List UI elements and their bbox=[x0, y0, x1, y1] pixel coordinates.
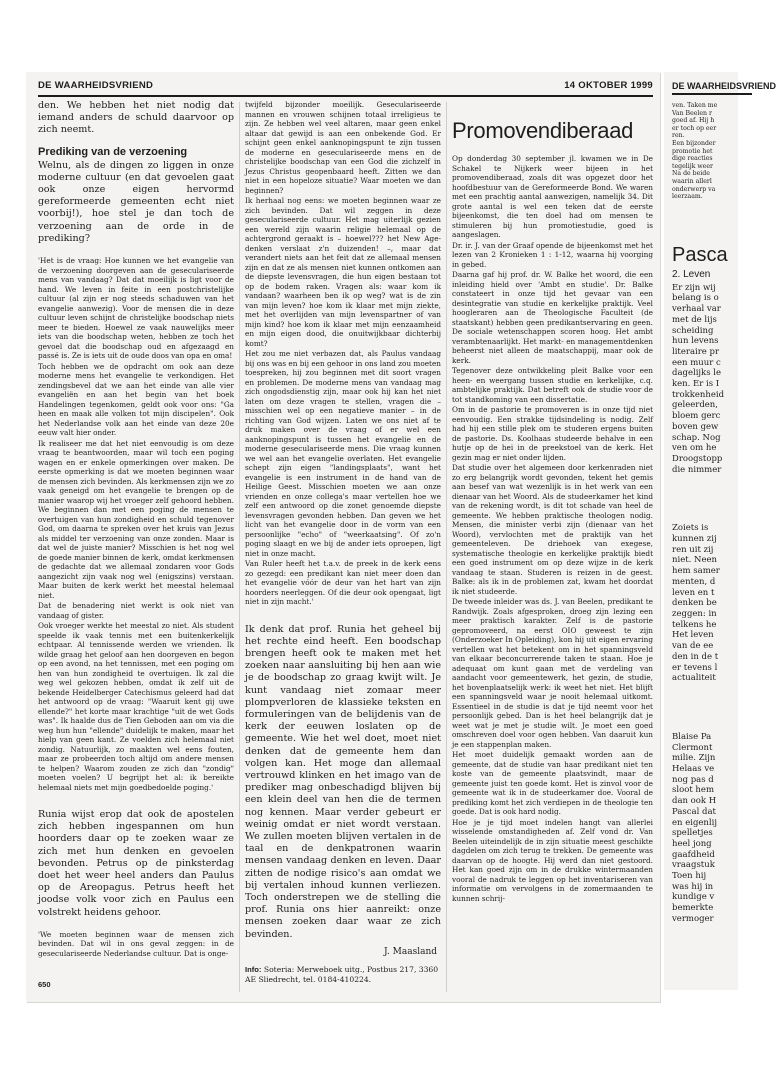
text-line: er tevens l bbox=[672, 662, 718, 673]
text-line: menten, d bbox=[672, 576, 716, 587]
text-line: leven en t bbox=[672, 587, 715, 598]
text-line: verhaal var bbox=[672, 304, 721, 315]
text-line: Droogstopp bbox=[672, 453, 723, 464]
text-line: Er zijn wij bbox=[672, 282, 716, 293]
author-signature: J. Maasland bbox=[384, 946, 437, 957]
text-line: milie. Zijn bbox=[672, 753, 716, 764]
text-line: was hij in bbox=[672, 881, 714, 892]
paragraph: Ik denk dat prof. Runia het geheel bij het rechte eind heeft. Een boodschap brengen heeft ook te maken met het zoeken naar aansluiting bij hen aan wie je de boodschap zo graag kwijt wilt. Je kunt vandaag niet zomaar meer plompverloren de klassieke teksten en formuleringen van de belijdenis van de kerk der eeuwen loslaten op de gemeente. Wie het wel doet, moet niet denken dat de gemeente hem dan volgen kan. Het moge dan allemaal vertrouwd klinken en het imago van de prediker mag onbeschadigd blijven bij een klein deel van hen die de termen nog kennen. Maar verder gebeurt er weinig omdat er niet wordt verstaan. We zullen moeten blijven vertalen in de taal en de denkpatronen waarin mensen vandaag denken en leven. Daar zitten de nodige risico's aan omdat we bij vertalen inhoud kunnen verliezen. Toch onderstrepen we de stelling die prof. Runia ons hier aanreikt: onze mensen zoeken daar waar ze zich bevinden. bbox=[245, 623, 441, 940]
text-line: ren. bbox=[672, 132, 685, 140]
text-line: Pascal dat bbox=[672, 806, 716, 817]
quote-paragraph: Ik herhaal nog eens: we moeten beginnen waar ze zich bevinden. Dat wil zeggen in deze geseculariseerde cultuur. Het mag uiterlijk gezien een wereld zijn waarin religie helemaal op de achtergrond geraakt is – hoewel??? het New Age-denken verslaat z'n duizenden! –, maar dat verandert niets aan het feit dat ze allemaal mensen zijn en dat ze als mensen niet kunnen ontkomen aan de diepste levensvragen, die hun eigen bestaan tot op de bodem raken. Vragen als: waar kom ik vandaan? waarheen ben ik op weg? wat is de zin van mijn leven? hoe kom ik klaar met mijn ziekte, met het overlijden van mijn levenspartner of van mijn kind? hoe kom ik klaar met mijn eenzaamheid en mijn eigen dood, die onuitwijkbaar dichterbij komt? bbox=[245, 196, 441, 348]
quote-paragraph: 'We moeten beginnen waar de mensen zich bevinden. Dat wil in ons geval zeggen: in de geseculariseerde Nederlandse cultuur. Dat is onge- bbox=[38, 929, 234, 958]
text-line: zeggen: in bbox=[672, 609, 717, 619]
text-line: promotie het bbox=[672, 147, 713, 155]
text-line: actualiteit bbox=[672, 673, 716, 684]
text-line: met de lijs bbox=[672, 314, 717, 325]
text-line: hun levens bbox=[672, 336, 719, 347]
text-line: die nimmer bbox=[672, 464, 722, 475]
next-page-column bbox=[672, 102, 742, 925]
text-line: Na de beide bbox=[672, 170, 710, 178]
text-line: dan ook H bbox=[672, 796, 717, 807]
paragraph: Tegenover deze ontwikkeling pleit Balke voor een heen- en weergang tussen studie en kerkelijke, c.q. ambtelijke praktijk. Dat betreft ook de studie voor de tot standkoming van een dissertatie. bbox=[452, 366, 653, 404]
text-line: telkens he bbox=[672, 619, 717, 630]
paragraph: Hoe je je tijd moet indelen hangt van allerlei wisselende omstandigheden af. Zelf vond dr. Van Beelen uiteindelijk de in zijn situatie meest geschikte dagdelen om zich terug te trekken. De gemeente was daarvan op de hoogte. Hij werd dan niet gestoord. Het kan goed zijn om in de drukke wintermaanden vooral de nadruk te leggen op het inventariseren van informatie om vervolgens in de zomermaanden te kunnen schrij- bbox=[452, 817, 653, 903]
text-line: leerzaam. bbox=[672, 193, 703, 201]
quote-paragraph: Ik realiseer me dat het niet eenvoudig is om deze vraag te beantwoorden, maar wil toch een poging wagen en er enkele opmerkingen over maken. De eerste opmerking is dat we moeten beginnen waar de mensen zich bevinden. Als kerkmensen zijn we zo vaak geneigd om het evangelie te brengen op de manier waarop wij het vroeger zelf gehoord hebben. We beginnen dan met een poging de mensen te overtuigen van hun zondigheid en schuld tegenover God, om daarna te spreken over het kruis van Jezus als middel ter verzoening van onze zonden. Maar is dat wel de juiste manier? Misschien is het nog wel de goede manier binnen de kerk, omdat kerkmensen de gedachte dat we allemaal zondaren voor Gods aangezicht zijn vaak nog wel (enigszins) verstaan. Maar buiten de kerk werkt het meestal helemaal niet. bbox=[38, 438, 235, 600]
text-line: onderwerp va bbox=[672, 185, 716, 193]
quote-paragraph: 'Het is de vraag: Hoe kunnen we het evangelie van de verzoening doorgeven aan de geseculariseerde mens van vandaag? Dat dat moeilijk is ligt voor de hand. We leven in feite in een postchristelijke cultuur (al zijn er nog steeds schaduwen van het evangelie aanwezig). Voor de mensen die in deze cultuur leven schijnt de christelijke boodschap niets meer te bieden. Hoewel ze vaak nauwelijks meer iets van die boodschap weten, hebben ze toch het gevoel dat die boodschap oud en afgezaagd en passé is. Ze is iets uit de oude doos van opa en oma! bbox=[38, 256, 234, 361]
column-2 bbox=[245, 100, 441, 995]
paragraph: Om in de pastorie te promoveren is in onze tijd niet eenvoudig. Een strakke tijdsindeling is nodig. Zelf had hij een stille plek om te studeren ergens buiten de pastorie. Ds. Koolhaas studeerde behalve in een hutje op de hei in de preekstoel van de kerk. Het gezin mag er niet onder lijden. bbox=[452, 405, 653, 462]
text-line: heel jong bbox=[672, 838, 712, 849]
text-line: bloem gerc bbox=[672, 411, 721, 422]
next-page-top-text bbox=[672, 102, 742, 201]
text-line: trokkenheid bbox=[672, 389, 725, 400]
text-line: vraagstuk bbox=[672, 860, 715, 871]
next-page-masthead: DE WAARHEIDSVRIEND bbox=[672, 79, 752, 95]
text-line: Zoiets is bbox=[672, 523, 709, 534]
next-page-text-b bbox=[672, 523, 742, 684]
text-line: hem samer bbox=[672, 566, 720, 577]
column-divider bbox=[239, 102, 240, 992]
text-line: scheiding bbox=[672, 325, 714, 336]
quote-paragraph: twijfeld bijzonder moeilijk. Geseculariseerde mannen en vrouwen schijnen totaal irreligieus te zijn. Ze hebben wel veel altaren, maar geen enkel altaar dat gewijd is aan een onbekende God. Er schijnt geen enkel aanknopingspunt te zijn tussen de moderne en geseculariseerde mens en de christelijke boodschap van een God die zichzelf in Jezus Christus geopenbaard heeft. Zitten we dan niet in een hopeloze situatie? Waar moeten we dan beginnen? bbox=[245, 100, 441, 195]
paragraph: Dr. ir. J. van der Graaf opende de bijeenkomst met het lezen van 2 Kronieken 1 : 1-12, waarna hij voorging in gebed. bbox=[452, 240, 653, 269]
paragraph: Dat studie over het algemeen door kerkenraden niet zo erg belangrijk wordt gevonden, tekent het gemis aan besef van wat wezenlijk is in het werk van een dienaar van het Woord. Als de studeerkamer het kind van de rekening wordt, is dit tot schade van heel de gemeente. We hebben praktische theologen nodig. Mensen, die minister verbi zijn (dienaar van het Woord), vervlochten met de praktijk van het gemeenteleven. De driehoek van exegese, systematische theologie en kerkelijke praktijk biedt een goed instrument om op deze wijze in de kerk vandaag te staan. Studeren is reizen in de geest. Balke: als ik in de problemen zat, kwam het doordat ik niet studeerde. bbox=[452, 463, 653, 596]
paragraph: den. We hebben het niet nodig dat iemand anders de schuld daarvoor op zich neemt. bbox=[38, 100, 234, 136]
text-line: Clermont bbox=[672, 742, 713, 753]
column-divider bbox=[446, 102, 447, 992]
paragraph: Het moet duidelijk gemaakt worden aan de gemeente, dat de studie van haar predikant niet ten koste van de gemeente plaatsvindt, maar de gemeente juist ten goede komt. Het is zinvol voor de gemeente wat ik in de studeerkamer doe. Vooral de prediking komt het zich verdiepen in de theologie ten goede. Dat is ook hard nodig. bbox=[452, 750, 653, 816]
text-line: goed af. Hij h bbox=[672, 117, 715, 125]
quote-paragraph: Toch hebben we de opdracht om ook aan deze moderne mens het evangelie te verkondigen. Het zendingsbevel dat we aan het einde van alle vier evangeliën en aan het begin van het boek Handelingen tegenkomen, geldt ook voor ons: "Ga heen en maak alle volken tot mijn discipelen". Ook het Nederlandse volk aan het einde van deze 20e eeuw valt hier onder. bbox=[38, 361, 234, 438]
text-line: niet. Neen bbox=[672, 555, 718, 566]
text-line: van de ee bbox=[672, 641, 714, 652]
text-line: denken be bbox=[672, 598, 717, 609]
text-line: boven gew bbox=[672, 421, 719, 432]
paragraph: Op donderdag 30 september jl. kwamen we in De Schakel te Nijkerk weer bijeen in het promovendiberaad, zoals dit was opgezet door het hoofdbestuur van de Gereformeerde Bond. We waren met een prachtig aantal aanwezigen, namelijk 34. Dit grote aantal is wel een teken dat de eerste bijeenkomst, die ten doel had om mensen te stimuleren bij hun promotiestudie, goed is aangeslagen. bbox=[452, 154, 653, 239]
info-label: Info: bbox=[245, 964, 262, 974]
info-text: Soteria: Merweboek uitg., Postbus 217, 3360 AE Sliedrecht, tel. 0184-410224. bbox=[245, 964, 439, 984]
text-line: Blaise Pa bbox=[672, 731, 712, 742]
text-line: dige reacties bbox=[672, 155, 713, 163]
masthead bbox=[38, 79, 653, 97]
text-line: tegelijk weer bbox=[672, 162, 713, 170]
quote-paragraph: Van Ruler heeft het t.a.v. de preek in de kerk eens zo gezegd: een predikant kan niet meer doen dan het evangelie vóór de deur van het hart van zijn hoorders neerleggen. Of die deur ook opengaat, ligt niet in zijn macht.' bbox=[245, 559, 441, 606]
quote-paragraph: Ook vroeger werkte het meestal zo niet. Als student speelde ik vaak tennis met een buitenkerkelijk echtpaar. Al tennissende werden we vrienden. Ik wilde graag het geloof aan hen doorgeven en begon op een avond, na het tennissen, met een poging om hen van hun zondigheid te overtuigen. Ik zal die weg wel gekozen hebben, omdat ik zelf uit de bekende Heidelberger Catechismus geleerd had dat het antwoord op de vraag: "Waaruit kent gij uwe ellende?" het korte maar krachtige "uit de wet Gods was". Ik haalde dus de Tien Geboden aan om via die weg hun hun "ellende" duidelijk te maken, maar het hielp van geen kant. Ze voelden zich helemaal niet zondig. Natuurlijk, zo maakten wel eens fouten, maar ze probeerden toch altijd om andere mensen te helpen? Waarom zouden ze zich dan "zondig" moeten voelen? U begrijpt het al: ik bereikte helemaal niets met mijn goedbedoelde poging.' bbox=[38, 621, 234, 792]
text-line: den in de t bbox=[672, 651, 719, 662]
text-line: gaafdheid bbox=[672, 849, 715, 860]
text-line: nog pas d bbox=[672, 774, 714, 785]
page-number: 650 bbox=[38, 980, 51, 989]
paragraph: De tweede inleider was ds. J. van Beelen, predikant te Randwijk. Zoals afgesproken, droeg zijn lezing een meer praktisch karakter. Zelf is de pastorie gepromoveerd, na eerst OIO geweest te zijn (Onderzoeker In Opleiding), kon hij uit eigen ervaring vertellen wat het betekent om in het spanningsveld van elkaar beconcurrerende taken te staan. Hoe je adequaat om kunt gaan met de verdeling van aandacht voor gemeentewerk, het gezin, de studie, het bovenplaatselijk werk: ik weet het niet. Het blijft een spanningsveld waar je nooit helemaal uitkomt. Essentieel in de studie is dat je tijd neemt voor het persoonlijk gebed. Dan is het heel belangrijk dat je weet wat je met je studie wilt. Je moet een goed omschreven doel voor ogen hebben. Van daaruit kun je een stappenplan maken. bbox=[452, 597, 653, 749]
quote-paragraph: Dat de benadering niet werkt is ook niet van vandaag of gister. bbox=[38, 601, 234, 620]
text-line: Van Beelen r bbox=[672, 109, 712, 117]
article-headline: Promovendiberaad bbox=[452, 118, 634, 143]
publication-title: DE WAARHEIDSVRIEND bbox=[38, 80, 154, 91]
text-line: literaire pr bbox=[672, 346, 720, 357]
column-3 bbox=[452, 100, 653, 995]
section-heading: Prediking van de verzoening bbox=[38, 145, 188, 158]
text-line: Toen hij bbox=[672, 871, 707, 882]
paragraph: Runia wijst erop dat ook de apostelen zich hebben ingespannen om hun hoorders daar op te zoeken waar ze zich met hun denken en gevoelen bevonden. Petrus op de pinksterdag doet het weer heel anders dan Paulus op de Areopagus. Petrus heeft het joodse volk voor zich en Paulus een volstrekt heidens gehoor. bbox=[38, 809, 234, 918]
issue-date: 14 OKTOBER 1999 bbox=[564, 80, 653, 91]
text-line: kundige v bbox=[672, 892, 715, 903]
quote-paragraph: Het zou me niet verbazen dat, als Paulus vandaag bij ons was en bij een gehoor in ons land zou moeten toespreken, hij zou beginnen met dit soort vragen en problemen. De moderne mens van vandaag mag zich ongodsdienstig zijn, maar ook hij kan het niet laten om deze vragen te stellen, vragen die – misschien wel op een negatieve manier – in de richting van God wijzen. Laten we ons niet af te druk maken over de vraag of er wel een aanknopingspunt is tussen het evangelie en de moderne geseculariseerde mens. Die vraag kunnen we wel aan het evangelie overlaten. Het evangelie schept zijn eigen "landingsplaats", want het evangelie is een instrument in de hand van de Heilige Geest. Misschien moeten we aan onze vrienden en onze collega's maar vertellen hoe we zelf een antwoord op die zonet genoemde diepste levensvragen gevonden hebben. Dan geven we het licht van het evangelie door in de vorm van een persoonlijke "echo" of "weerkaatsing". Of zo'n poging slaagt en we bij de ander iets oproepen, ligt niet in onze macht. bbox=[245, 349, 441, 558]
next-page-headline: Pasca bbox=[672, 243, 728, 266]
text-line: geleerden, bbox=[672, 400, 718, 411]
text-line: sloot hem bbox=[672, 785, 714, 796]
text-line: dagelijks le bbox=[672, 368, 722, 379]
text-line: vermoger bbox=[672, 913, 714, 924]
text-line: ken. Er is I bbox=[672, 379, 720, 390]
text-line: een muur c bbox=[672, 357, 721, 368]
text-line: en eigenlij bbox=[672, 817, 717, 828]
text-line: ren uit zij bbox=[672, 544, 714, 555]
text-line: schap. Nog bbox=[672, 432, 721, 443]
text-line: ven om he bbox=[672, 443, 717, 454]
next-page-text-c bbox=[672, 732, 742, 925]
next-page-subhead: 2. Leven bbox=[672, 268, 711, 280]
text-line: ven. Taken me bbox=[672, 102, 718, 109]
text-line: belang is o bbox=[672, 293, 719, 304]
text-line: er toch op eer bbox=[672, 124, 717, 132]
text-line: spelletjes bbox=[672, 828, 713, 839]
next-page-fragment bbox=[664, 72, 776, 990]
text-line: Een bijzonder bbox=[672, 139, 716, 147]
paragraph: Welnu, als de dingen zo liggen in onze moderne cultuur (en dat gevoelen gaat ook onze eigen hervormd gereformeerde gemeenten echt niet voorbij!), hoe stel je dan toch de verzoening aan de orde in de prediking? bbox=[38, 159, 234, 244]
text-line: waarin allerl bbox=[672, 177, 712, 185]
text-line: Helaas ve bbox=[672, 764, 715, 775]
column-1 bbox=[38, 100, 234, 995]
text-line: bemerkte bbox=[672, 903, 714, 914]
newspaper-page bbox=[26, 72, 660, 1002]
info-note bbox=[245, 965, 441, 985]
paragraph: Daarna gaf hij prof. dr. W. Balke het woord, die een inleiding hield over 'Ambt en studie'. Dr. Balke constateert in onze tijd het gevaar van een desintegratie van studie en kerkelijke praktijk. Veel hoogleraren aan de Theologische Faculteit (de staatskant) hebben geen predikantservaring en geen. De sociale wetenschappen scoren hoog. Het ambt verambtenaarlijkt. Het markt- en managementdenken beheerst niet alleen de maatschappij, maar ook de kerk. bbox=[452, 270, 653, 365]
next-page-text-a bbox=[672, 283, 742, 476]
text-line: Het leven bbox=[672, 630, 714, 641]
text-line: kunnen zij bbox=[672, 534, 717, 545]
